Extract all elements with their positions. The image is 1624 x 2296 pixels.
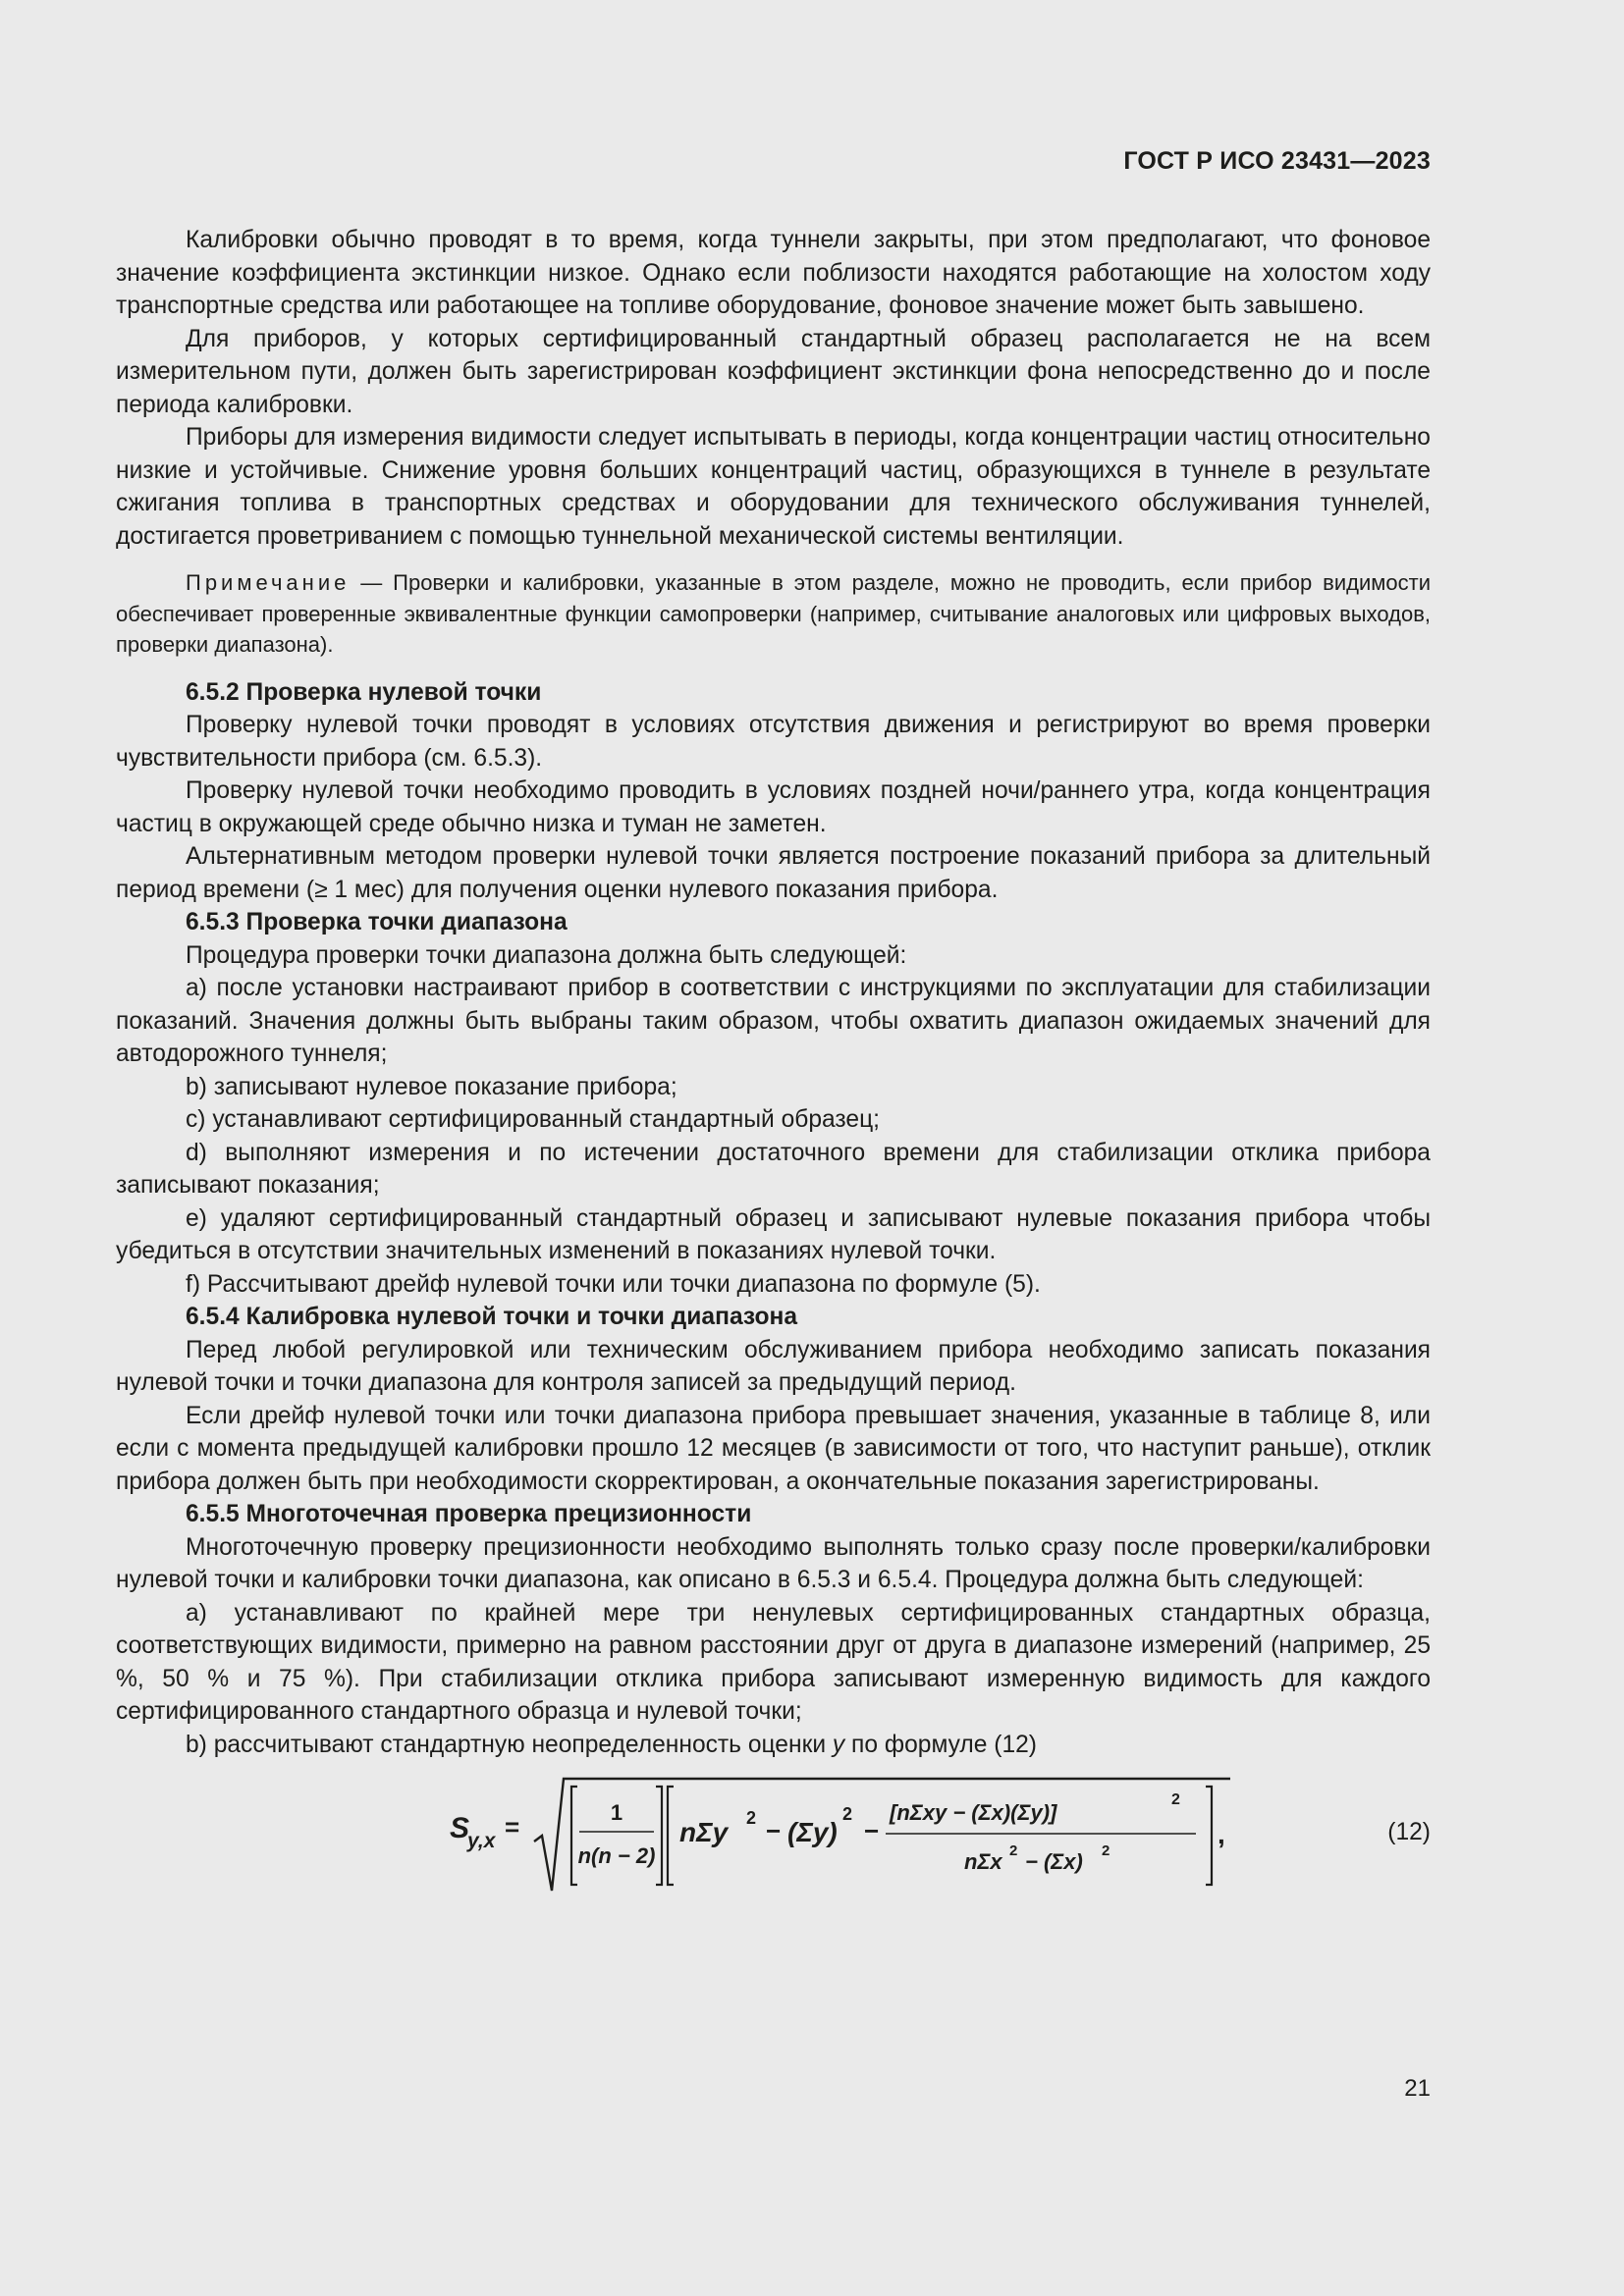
paragraph: Приборы для измерения видимости следует испытывать в периоды, когда концентрации частиц относительно низкие и устойчивые. Снижение уровня больших концентраций частиц, образующихся в туннеле в результате сжигания топлива в транспортных средствах и оборудовании для технического обслуживания туннелей, достигается проветриванием с помощью туннельной механической системы вентиляции. <box>116 424 1431 550</box>
list-item: e) удаляют сертифицированный стандартный образец и записывают нулевые показания прибора чтобы убедиться в отсутствии значительных изменений в показаниях нулевой точки. <box>116 1204 1431 1264</box>
list-item: a) после установки настраивают прибор в соответствии с инструкциями по эксплуатации для стабилизации показаний. Значения должны быть выбраны таким образом, чтобы охватить диапазон ожидаемых значений для автодорожного туннеля; <box>116 975 1431 1067</box>
section-heading-6-5-4: 6.5.4 Калибровка нулевой точки и точки диапазона <box>186 1304 798 1330</box>
formula-exponent: 2 <box>746 1808 757 1828</box>
formula-minus: − <box>864 1816 880 1845</box>
list-item: a) устанавливают по крайней мере три ненулевых сертифицированных стандартных образца, соответствующих видимости, примерно на равном расстоянии друг от друга в диапазоне измерений (например, 25 %, 50 % и 75 %). При стабилизации отклика прибора записывают измеренную видимость для каждого сертифицированного стандартного образца и нулевой точки; <box>116 1599 1431 1725</box>
paragraph: Многоточечную проверку прецизионности необходимо выполнять только сразу после проверки/калибровки нулевой точки и калибровки точки диапазона, как описано в 6.5.3 и 6.5.4. Процедура должна быть следующей: <box>116 1533 1431 1593</box>
fraction-1-numerator: 1 <box>610 1800 623 1825</box>
formula-comma: , <box>1218 1819 1225 1849</box>
formula-exponent: 2 <box>1102 1842 1110 1859</box>
document-code-header: ГОСТ Р ИСО 23431—2023 <box>1123 147 1431 175</box>
formula-lhs-subscript: y,x <box>467 1830 496 1852</box>
section-heading-6-5-3: 6.5.3 Проверка точки диапазона <box>186 909 568 935</box>
bracket-left-1 <box>571 1787 577 1885</box>
bracket-right-2 <box>1206 1787 1212 1885</box>
list-item <box>116 1729 1431 1762</box>
square-root-sign <box>534 1779 1230 1891</box>
list-item: f) Рассчитывают дрейф нулевой точки или точки диапазона по формуле (5). <box>186 1270 1041 1298</box>
list-item: c) устанавливают сертифицированный стандартный образец; <box>186 1106 881 1133</box>
list-item-text: b) рассчитывают стандартную неопределенность оценки <box>186 1731 833 1758</box>
formula-term-n-sum-y: nΣy <box>679 1817 729 1847</box>
formula-equals: = <box>505 1812 520 1842</box>
variable-y: y <box>832 1731 845 1758</box>
page-content <box>116 224 1431 1895</box>
section-heading-6-5-2: 6.5.2 Проверка нулевой точки <box>186 678 542 706</box>
bracket-left-2 <box>668 1787 674 1885</box>
list-item: b) записывают нулевое показание прибора; <box>186 1073 677 1100</box>
note-paragraph <box>116 567 1431 661</box>
formula-12 <box>450 1773 1255 1895</box>
bracket-right-1 <box>656 1787 662 1885</box>
list-item-text: по формуле (12) <box>844 1731 1037 1758</box>
formula-minus: − <box>766 1816 782 1845</box>
formula-row <box>116 1773 1431 1895</box>
formula-exponent: 2 <box>842 1804 853 1824</box>
fraction-1-denominator: n(n − 2) <box>577 1843 656 1868</box>
paragraph: Проверку нулевой точки проводят в условиях отсутствия движения и регистрируют во время проверки чувствительности прибора (см. 6.5.3). <box>116 712 1431 772</box>
paragraph: Проверку нулевой точки необходимо проводить в условиях поздней ночи/раннего утра, когда концентрация частиц в окружающей среде обычно низка и туман не заметен. <box>116 777 1431 837</box>
formula-exponent: 2 <box>1171 1791 1180 1808</box>
note-label: Примечание <box>186 570 351 595</box>
section-heading-6-5-5: 6.5.5 Многоточечная проверка прецизионности <box>186 1501 752 1527</box>
paragraph: Калибровки обычно проводят в то время, когда туннели закрыты, при этом предполагают, что фоновое значение коэффициента экстинкции низкое. Однако если поблизости находятся работающие на холостом ходу транспортные средства или работающее на топливе оборудование, фоновое значение может быть завышено. <box>116 227 1431 319</box>
list-item: d) выполняют измерения и по истечении достаточного времени для стабилизации отклика прибора записывают показания; <box>116 1139 1431 1199</box>
paragraph: Если дрейф нулевой точки или точки диапазона прибора превышает значения, указанные в таблице 8, или если с момента предыдущей калибровки прошло 12 месяцев (в зависимости от того, что наступит раньше), отклик прибора должен быть при необходимости скорректирован, а окончательные показания зарегистрированы. <box>116 1402 1431 1495</box>
paragraph: Перед любой регулировкой или техническим обслуживанием прибора необходимо записать показания нулевой точки и точки диапазона для контроля записей за предыдущий период. <box>116 1336 1431 1396</box>
paragraph: Для приборов, у которых сертифицированный стандартный образец располагается не на всем измерительном пути, должен быть зарегистрирован коэффициент экстинкции фона непосредственно до и после периода калибровки. <box>116 325 1431 418</box>
page-number: 21 <box>1404 2075 1431 2102</box>
paragraph: Процедура проверки точки диапазона должна быть следующей: <box>186 941 907 969</box>
fraction-2-numerator: [nΣxy − (Σx)(Σy)] <box>890 1800 1057 1825</box>
fraction-2-denominator: nΣx <box>964 1849 1002 1874</box>
formula-exponent: 2 <box>1009 1842 1018 1859</box>
note-text: — Проверки и калибровки, указанные в этом разделе, можно не проводить, если прибор видимости обеспечивает проверенные эквивалентные функции самопроверки (например, считывание аналоговых или цифровых выходов, проверки диапазона). <box>116 570 1431 657</box>
paragraph: Альтернативным методом проверки нулевой точки является построение показаний прибора за длительный период времени (≥ 1 мес) для получения оценки нулевого показания прибора. <box>116 843 1431 903</box>
fraction-2-denominator-tail: − (Σx) <box>1025 1849 1083 1874</box>
formula-number: (12) <box>1387 1819 1431 1845</box>
formula-term-sum-y-paren: (Σy) <box>787 1817 838 1847</box>
formula-lhs: S <box>450 1812 470 1844</box>
